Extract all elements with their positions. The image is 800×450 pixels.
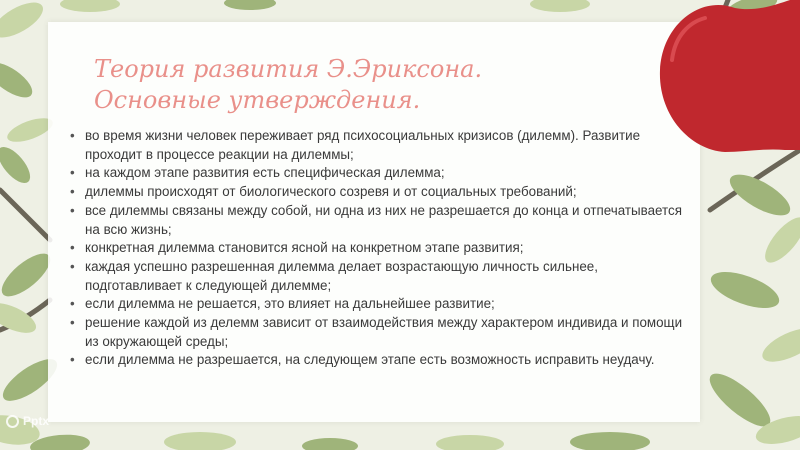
title-line-2: Основные утверждения.: [94, 86, 421, 114]
watermark-text: Pptx: [23, 414, 50, 428]
bullet-item: • все дилеммы связаны между собой, ни одна из них не разрешается до конца и отпечатывается на всю жизнь;: [70, 202, 690, 239]
watermark-logo: [6, 414, 49, 428]
bullet-item: • каждая успешно разрешенная дилемма делает возрастающую личность сильнее, подготавливает к следующей дилемме;: [70, 258, 690, 295]
bullet-item: • если дилемма не разрешается, на следующем этапе есть возможность исправить неудачу.: [70, 351, 690, 370]
bullet-list: [70, 127, 690, 370]
title-line-1: Теория развития Э.Эриксона.: [94, 55, 483, 83]
bullet-item: • во время жизни человек переживает ряд психосоциальных кризисов (дилемм). Развитие проходит в процессе реакции на дилеммы;: [70, 127, 690, 164]
logo-icon: [6, 415, 19, 428]
slide-title: [94, 54, 482, 116]
bullet-item: • если дилемма не решается, это влияет на дальнейшее развитие;: [70, 295, 690, 314]
bullet-item: • конкретная дилемма становится ясной на конкретном этапе развития;: [70, 239, 690, 258]
bullet-item: • на каждом этапе развития есть специфическая дилемма;: [70, 164, 690, 183]
bullet-item: • дилеммы происходят от биологического созревя и от социальных требований;: [70, 183, 690, 202]
bullet-item: • решение каждой из делемм зависит от взаимодействия между характером индивида и помощи из окружающей среды;: [70, 314, 690, 351]
